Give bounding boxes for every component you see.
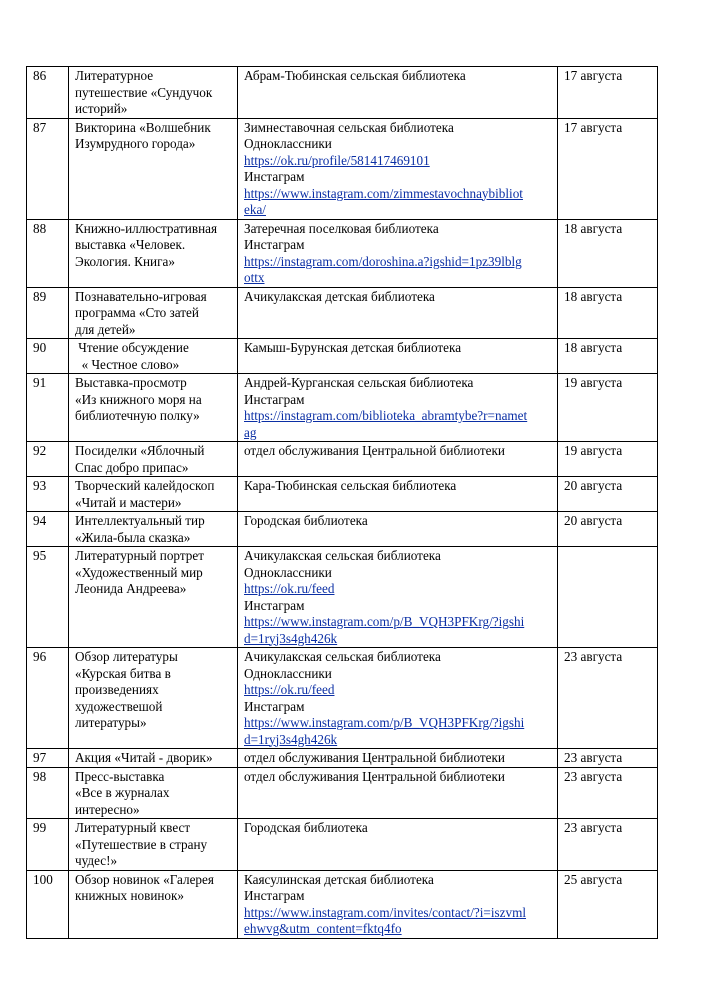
event-name-line: Литературный квест bbox=[75, 820, 191, 835]
venue-cell bbox=[238, 767, 558, 819]
event-name-line: Викторина «Волшебник bbox=[75, 119, 211, 135]
row-number: 98 bbox=[27, 767, 69, 819]
venue-cell bbox=[238, 749, 558, 768]
venue-cell bbox=[238, 219, 558, 287]
event-name-line: Интеллектуальный тир bbox=[75, 513, 205, 528]
venue-line: Каясулинская детская библиотека bbox=[244, 871, 434, 887]
venue-cell bbox=[238, 442, 558, 477]
row-number: 97 bbox=[27, 749, 69, 768]
event-date: 20 августа bbox=[558, 512, 658, 547]
venue-line: Одноклассники bbox=[244, 665, 332, 681]
venue-line: отдел обслуживания Центральной библиотеки bbox=[244, 443, 505, 458]
venue-line: Городская библиотека bbox=[244, 513, 368, 528]
row-number: 90 bbox=[27, 339, 69, 374]
event-name-line: «Из книжного моря на bbox=[75, 391, 202, 407]
event-date: 18 августа bbox=[558, 219, 658, 287]
event-name-cell bbox=[69, 219, 238, 287]
event-name-line: художествешой bbox=[75, 698, 163, 714]
events-table-body bbox=[27, 67, 658, 939]
event-name-line: «Путешествие в страну bbox=[75, 836, 208, 852]
event-name-line: Акция «Читай - дворик» bbox=[75, 750, 213, 765]
event-name-line: Экология. Книга» bbox=[75, 253, 175, 269]
event-date: 18 августа bbox=[558, 339, 658, 374]
row-number: 96 bbox=[27, 648, 69, 749]
venue-line: Одноклассники bbox=[244, 136, 332, 151]
event-name-line: Познавательно-игровая bbox=[75, 288, 207, 304]
venue-line: Инстаграм bbox=[244, 391, 305, 407]
social-link[interactable]: eka/ bbox=[244, 202, 266, 217]
event-date: 23 августа bbox=[558, 819, 658, 871]
event-date: 17 августа bbox=[558, 67, 658, 119]
table-row bbox=[27, 374, 658, 442]
venue-line: Зимнеставочная сельская библиотека bbox=[244, 119, 454, 135]
social-link[interactable]: ag bbox=[244, 424, 257, 440]
table-row bbox=[27, 512, 658, 547]
event-name-cell bbox=[69, 374, 238, 442]
event-name-line: «Все в журналах bbox=[75, 785, 170, 800]
event-date: 19 августа bbox=[558, 442, 658, 477]
event-name-line: для детей» bbox=[75, 321, 136, 337]
venue-line: Ачикулакская сельская библиотека bbox=[244, 548, 441, 563]
social-link[interactable]: d=1ryj3s4gh426k bbox=[244, 630, 338, 646]
event-date bbox=[558, 547, 658, 648]
event-name-line: интересно» bbox=[75, 801, 140, 817]
venue-cell bbox=[238, 374, 558, 442]
event-name-cell bbox=[69, 870, 238, 938]
event-name-line: историй» bbox=[75, 101, 128, 116]
event-name-cell bbox=[69, 477, 238, 512]
row-number: 95 bbox=[27, 547, 69, 648]
event-name-cell bbox=[69, 512, 238, 547]
row-number: 91 bbox=[27, 374, 69, 442]
venue-line: Инстаграм bbox=[244, 888, 305, 903]
row-number: 87 bbox=[27, 118, 69, 219]
event-name-line: Выставка-просмотр bbox=[75, 375, 187, 390]
event-name-line: произведениях bbox=[75, 682, 159, 697]
event-name-line: чудес!» bbox=[75, 853, 118, 868]
event-date: 17 августа bbox=[558, 118, 658, 219]
event-name-line: Литературное bbox=[75, 68, 154, 83]
social-link[interactable]: https://www.instagram.com/p/B_VQH3PFKrg/?igshi bbox=[244, 715, 525, 730]
social-link[interactable]: https://ok.ru/feed bbox=[244, 581, 335, 596]
event-name-line: Изумрудного города» bbox=[75, 136, 196, 151]
venue-line: Ачикулакская сельская библиотека bbox=[244, 649, 441, 664]
event-name-line: Литературный портрет bbox=[75, 548, 204, 563]
social-link[interactable]: https://instagram.com/doroshina.a?igshid=1pz39lblg bbox=[244, 253, 522, 269]
event-name-line: Посиделки «Яблочный bbox=[75, 443, 205, 458]
table-row bbox=[27, 749, 658, 768]
social-link[interactable]: https://www.instagram.com/invites/contact/?i=iszvml bbox=[244, 904, 527, 920]
event-name-line: «Курская битва в bbox=[75, 665, 171, 681]
social-link[interactable]: https://ok.ru/feed bbox=[244, 682, 335, 697]
event-date: 20 августа bbox=[558, 477, 658, 512]
table-row bbox=[27, 477, 658, 512]
event-name-cell bbox=[69, 442, 238, 477]
event-name-line: Творческий калейдоскоп bbox=[75, 478, 215, 493]
table-row bbox=[27, 118, 658, 219]
social-link[interactable]: https://ok.ru/profile/581417469101 bbox=[244, 152, 430, 168]
event-name-cell bbox=[69, 648, 238, 749]
event-name-cell bbox=[69, 287, 238, 339]
venue-line: Одноклассники bbox=[244, 564, 332, 580]
table-row bbox=[27, 67, 658, 119]
venue-line: Камыш-Бурунская детская библиотека bbox=[244, 340, 462, 355]
event-name-line: Пресс-выставка bbox=[75, 768, 165, 784]
event-name-line: Обзор литературы bbox=[75, 649, 178, 664]
venue-cell bbox=[238, 819, 558, 871]
row-number: 93 bbox=[27, 477, 69, 512]
table-row bbox=[27, 287, 658, 339]
event-name-line: Книжно-иллюстративная bbox=[75, 220, 218, 236]
social-link[interactable]: ottx bbox=[244, 270, 265, 285]
table-row bbox=[27, 648, 658, 749]
event-date: 19 августа bbox=[558, 374, 658, 442]
venue-line: Ачикулакская детская библиотека bbox=[244, 288, 435, 304]
event-name-line: «Жила-была сказка» bbox=[75, 529, 191, 545]
event-date: 18 августа bbox=[558, 287, 658, 339]
event-name-line: « Честное слово» bbox=[75, 356, 180, 372]
row-number: 88 bbox=[27, 219, 69, 287]
event-name-cell bbox=[69, 819, 238, 871]
row-number: 100 bbox=[27, 870, 69, 938]
venue-line: Инстаграм bbox=[244, 597, 305, 613]
venue-cell bbox=[238, 477, 558, 512]
event-name-cell bbox=[69, 767, 238, 819]
social-link[interactable]: https://instagram.com/biblioteka_abramtybe?r=namet bbox=[244, 408, 528, 423]
row-number: 92 bbox=[27, 442, 69, 477]
event-name-line: «Читай и мастери» bbox=[75, 494, 182, 510]
event-name-line: выставка «Человек. bbox=[75, 237, 186, 252]
table-row bbox=[27, 442, 658, 477]
event-name-line: книжных новинок» bbox=[75, 888, 185, 903]
event-name-line: Леонида Андреева» bbox=[75, 581, 187, 596]
table-row bbox=[27, 219, 658, 287]
event-name-cell bbox=[69, 67, 238, 119]
venue-cell bbox=[238, 648, 558, 749]
event-name-line: путешествие «Сундучок bbox=[75, 84, 213, 100]
table-row bbox=[27, 870, 658, 938]
row-number: 94 bbox=[27, 512, 69, 547]
row-number: 86 bbox=[27, 67, 69, 119]
event-name-cell bbox=[69, 339, 238, 374]
venue-line: Инстаграм bbox=[244, 698, 305, 714]
event-date: 23 августа bbox=[558, 749, 658, 768]
social-link[interactable]: ehwvg&utm_content=fktq4fo bbox=[244, 921, 402, 936]
event-name-line: библиотечную полку» bbox=[75, 408, 200, 423]
event-name-cell bbox=[69, 749, 238, 768]
venue-cell bbox=[238, 118, 558, 219]
event-name-line: литературы» bbox=[75, 715, 147, 730]
venue-cell bbox=[238, 547, 558, 648]
events-table bbox=[26, 66, 658, 939]
event-name-line: Обзор новинок «Галерея bbox=[75, 871, 214, 887]
venue-cell bbox=[238, 339, 558, 374]
table-row bbox=[27, 819, 658, 871]
event-date: 23 августа bbox=[558, 648, 658, 749]
venue-line: Городская библиотека bbox=[244, 820, 368, 835]
event-name-line: Чтение обсуждение bbox=[75, 340, 189, 355]
venue-line: Инстаграм bbox=[244, 169, 305, 184]
venue-line: Инстаграм bbox=[244, 237, 305, 252]
row-number: 89 bbox=[27, 287, 69, 339]
table-row bbox=[27, 547, 658, 648]
row-number: 99 bbox=[27, 819, 69, 871]
event-name-cell bbox=[69, 118, 238, 219]
event-date: 25 августа bbox=[558, 870, 658, 938]
event-name-cell bbox=[69, 547, 238, 648]
event-name-line: Спас добро припас» bbox=[75, 459, 189, 475]
social-link[interactable]: d=1ryj3s4gh426k bbox=[244, 731, 338, 747]
table-row bbox=[27, 339, 658, 374]
venue-line: Затеречная поселковая библиотека bbox=[244, 220, 439, 236]
event-name-line: программа «Сто затей bbox=[75, 305, 199, 320]
venue-line: отдел обслуживания Центральной библиотеки bbox=[244, 768, 505, 784]
venue-cell bbox=[238, 287, 558, 339]
venue-cell bbox=[238, 870, 558, 938]
venue-line: Абрам-Тюбинская сельская библиотека bbox=[244, 68, 466, 83]
venue-line: отдел обслуживания Центральной библиотеки bbox=[244, 750, 505, 765]
event-date: 23 августа bbox=[558, 767, 658, 819]
venue-cell bbox=[238, 67, 558, 119]
venue-line: Андрей-Курганская сельская библиотека bbox=[244, 375, 474, 390]
venue-line: Кара-Тюбинская сельская библиотека bbox=[244, 478, 457, 493]
venue-cell bbox=[238, 512, 558, 547]
event-name-line: «Художественный мир bbox=[75, 564, 203, 580]
table-row bbox=[27, 767, 658, 819]
social-link[interactable]: https://www.instagram.com/p/B_VQH3PFKrg/?igshi bbox=[244, 614, 525, 629]
social-link[interactable]: https://www.instagram.com/zimmestavochnaybibliot bbox=[244, 185, 523, 201]
